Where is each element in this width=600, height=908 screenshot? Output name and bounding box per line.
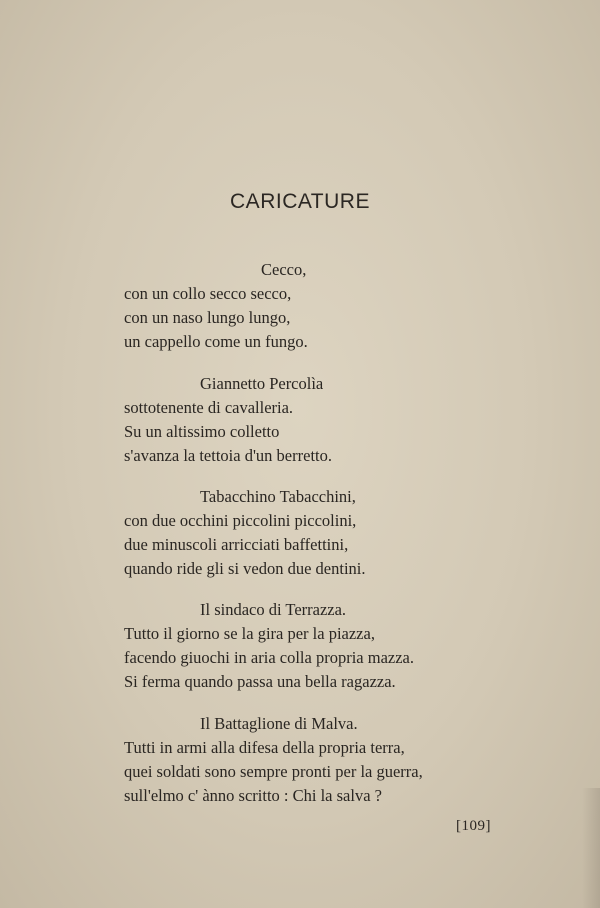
verse-line: Si ferma quando passa una bella ragazza.	[124, 672, 396, 691]
verse-line: Tutto il giorno se la gira per la piazza,	[124, 624, 375, 643]
page-number: [109]	[456, 818, 491, 834]
stanza-tabacchino	[124, 485, 544, 581]
verse-line: con un naso lungo lungo,	[124, 308, 291, 327]
verse-line: Tutti in armi alla difesa della propria terra,	[124, 738, 405, 757]
verse-line: con un collo secco secco,	[124, 284, 292, 303]
verse-line: sottotenente di cavalleria.	[124, 398, 294, 417]
verse-line: un cappello come un fungo.	[124, 332, 308, 351]
stanza-cecco	[124, 258, 544, 354]
verse-line: quando ride gli si vedon due dentini.	[124, 559, 366, 578]
verse-line: sull'elmo c' ànno scritto : Chi la salva ?	[124, 786, 382, 805]
page-title: CARICATURE	[230, 190, 370, 213]
verse-line: due minuscoli arricciati baffettini,	[124, 535, 349, 554]
stanza-heading: Il sindaco di Terrazza.	[200, 600, 347, 619]
stanza-sindaco	[124, 598, 544, 694]
stanza-heading: Il Battaglione di Malva.	[200, 714, 358, 733]
verse-line: s'avanza la tettoia d'un berretto.	[124, 446, 332, 465]
stanza-battaglione	[124, 712, 544, 808]
stanza-giannetto	[124, 372, 544, 468]
verse-line: con due occhini piccolini piccolini,	[124, 511, 357, 530]
stanza-heading: Cecco,	[261, 260, 307, 279]
stanza-heading: Tabacchino Tabacchini,	[200, 487, 356, 506]
verse-line: Su un altissimo colletto	[124, 422, 280, 441]
verse-line: quei soldati sono sempre pronti per la guerra,	[124, 762, 423, 781]
verse-line: facendo giuochi in aria colla propria mazza.	[124, 648, 414, 667]
stanza-heading: Giannetto Percolìa	[200, 374, 324, 393]
